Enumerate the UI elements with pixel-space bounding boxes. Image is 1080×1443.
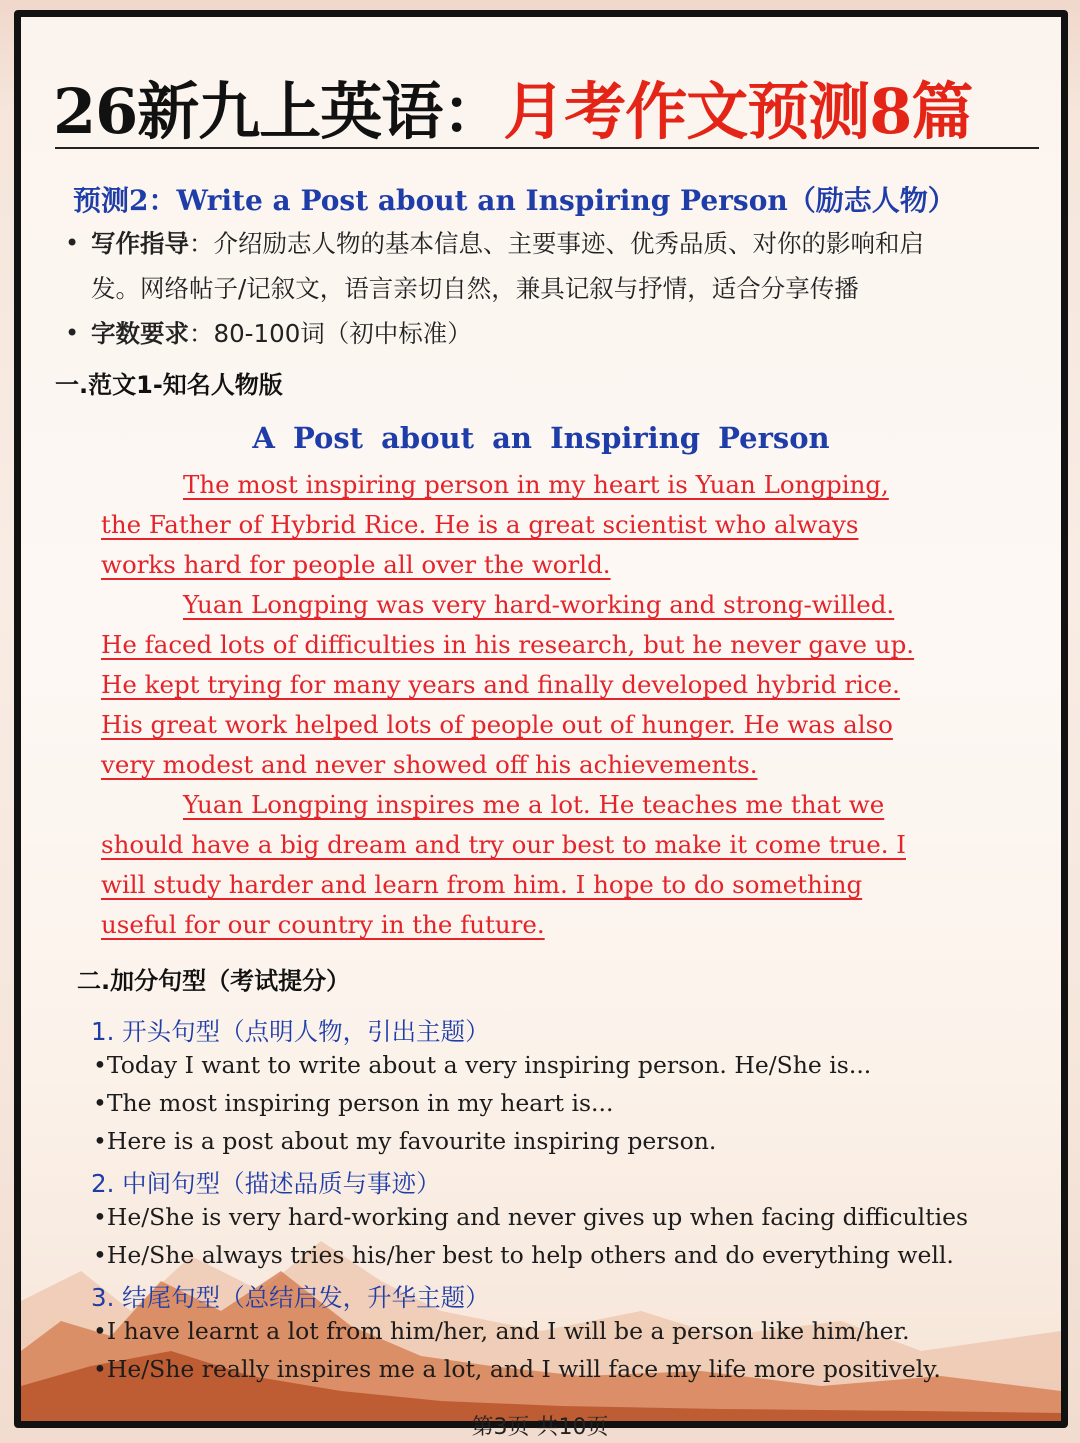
essay-title: A Post about an Inspiring Person: [252, 421, 830, 455]
page-footer: 第3页 共10页: [471, 1415, 609, 1440]
essay-line: Yuan Longping was very hard-working and strong-willed.: [183, 590, 895, 619]
essay-line: He faced lots of difficulties in his research, but he never gave up.: [101, 630, 915, 659]
essay-line: should have a big dream and try our best to make it come true. I: [101, 830, 906, 859]
pattern-line: •The most inspiring person in my heart is...: [93, 1089, 614, 1117]
title-black-part: 26新九上英语：: [53, 74, 504, 148]
section-1-heading: 一.范文1-知名人物版: [55, 371, 283, 399]
title-divider: [55, 147, 1039, 149]
pattern-group-3-title: 3. 结尾句型（总结启发，升华主题）: [91, 1283, 490, 1312]
pattern-group-2-title: 2. 中间句型（描述品质与事迹）: [91, 1169, 441, 1198]
guidance-text-1: ：介绍励志人物的基本信息、主要事迹、优秀品质、对你的影响和启: [189, 229, 924, 258]
subtitle: 预测2：Write a Post about an Inspiring Person（励志人物）: [73, 184, 956, 217]
pattern-line: •Today I want to write about a very inspiring person. He/She is...: [93, 1051, 872, 1079]
essay-line: useful for our country in the future.: [101, 910, 545, 939]
essay-body: [101, 465, 1001, 945]
word-count-item: [65, 311, 1055, 356]
pattern-line: •He/She always tries his/her best to help others and do everything well.: [93, 1241, 954, 1269]
essay-line: works hard for people all over the world.: [101, 550, 611, 579]
essay-line: will study harder and learn from him. I hope to do something: [101, 870, 863, 899]
pattern-line: •He/She really inspires me a lot, and I will face my life more positively.: [93, 1355, 941, 1383]
bullet-dot: •: [65, 319, 80, 347]
guidance-text-2: 发。网络帖子/记叙文，语言亲切自然，兼具记叙与抒情，适合分享传播: [91, 274, 859, 303]
pattern-line: •I have learnt a lot from him/her, and I will be a person like him/her.: [93, 1317, 910, 1345]
pattern-group-1-title: 1. 开头句型（点明人物，引出主题）: [91, 1017, 490, 1046]
essay-line: He kept trying for many years and finally developed hybrid rice.: [101, 670, 900, 699]
essay-line: the Father of Hybrid Rice. He is a great scientist who always: [101, 510, 859, 539]
word-count-text: ：80-100词（初中标准）: [189, 319, 472, 348]
guidance-label: 写作指导: [91, 229, 189, 258]
essay-line: The most inspiring person in my heart is Yuan Longping,: [183, 470, 889, 499]
title-red-part: 月考作文预测8篇: [503, 74, 973, 148]
bullet-dot: •: [65, 229, 80, 257]
section-2-heading: 二.加分句型（考试提分）: [77, 967, 351, 995]
pattern-line: •He/She is very hard-working and never gives up when facing difficulties: [93, 1203, 969, 1231]
essay-line: very modest and never showed off his achievements.: [101, 750, 758, 779]
pattern-line: •Here is a post about my favourite inspiring person.: [93, 1127, 717, 1155]
word-count-label: 字数要求: [91, 319, 189, 348]
essay-line: Yuan Longping inspires me a lot. He teaches me that we: [183, 790, 885, 819]
guidance-item: [65, 221, 1055, 311]
page-title: [53, 61, 1043, 151]
page-frame: [14, 10, 1068, 1428]
essay-line: His great work helped lots of people out of hunger. He was also: [101, 710, 893, 739]
